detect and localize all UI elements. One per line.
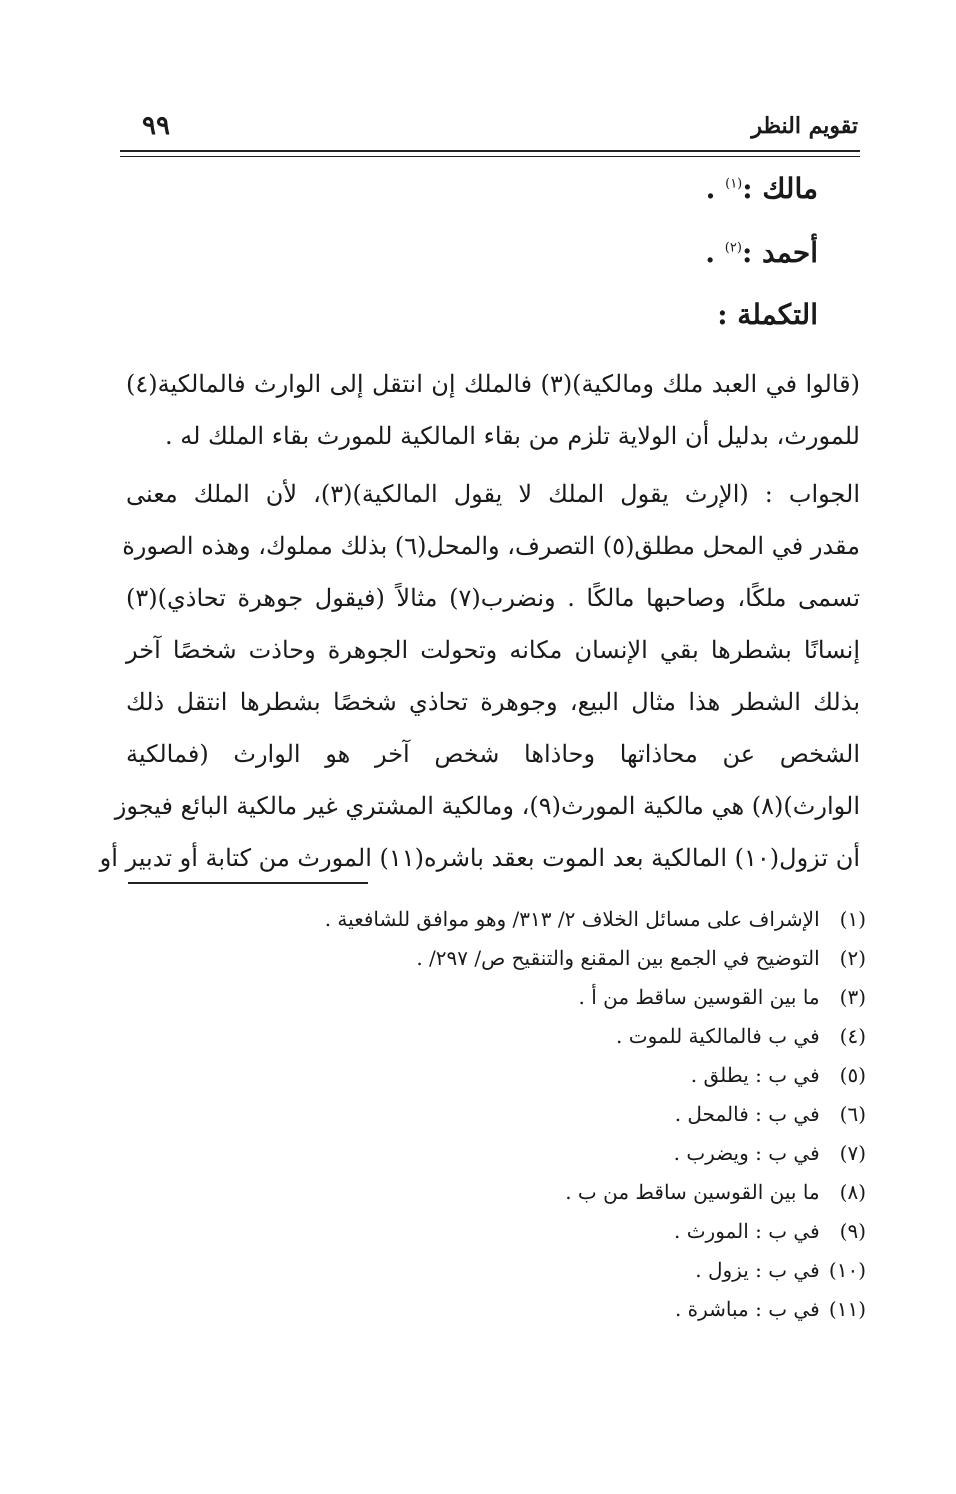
text-line: بذلك الشطر هذا مثال البيع، وجوهرة تحاذي شخصًا بشطرها انتقل ذلك [126, 688, 860, 716]
footnote-number: (٧) [839, 1141, 866, 1165]
footnote-item [166, 1056, 866, 1095]
footnote-number: (٣) [839, 985, 866, 1009]
text-line: الوارث)(٨) هي مالكية المورث(٩)، ومالكية المشتري غير مالكية البائع فيجوز [114, 792, 860, 820]
footnote-item [166, 1134, 866, 1173]
footnote-number: (٨) [839, 1180, 866, 1204]
footnote-item [166, 939, 866, 978]
paragraph-answer [99, 468, 861, 884]
header-rule-thin [120, 156, 860, 157]
text-line: تسمى ملكًا، وصاحبها مالكًا . ونضرب(٧) مثالاً (فيقول جوهرة تحاذي)(٣) [126, 584, 860, 612]
text-line: (قالوا في العبد ملك ومالكية)(٣) فالملك إن انتقل إلى الوارث فالمالكية(٤) [126, 370, 860, 398]
footnote-number: (٩) [839, 1219, 866, 1243]
running-title: تقويم النظر [751, 113, 858, 139]
footnote-number: (١١) [828, 1297, 866, 1321]
footnote-text: في ب : يطلق . [690, 1063, 820, 1087]
footnote-text: في ب : ويضرب . [673, 1141, 820, 1165]
footnotes-list [166, 900, 866, 1329]
footnote-text: التوضيح في الجمع بين المقنع والتنقيح ص/ ٢٩٧/ . [416, 946, 820, 970]
heading-label: أحمد : [741, 236, 818, 269]
heading-end: . [705, 172, 726, 205]
footnote-number: (٤) [839, 1024, 866, 1048]
text-line: مقدر في المحل مطلق(٥) التصرف، والمحل(٦) بذلك مملوك، وهذه الصورة [122, 532, 860, 560]
footnote-text: في ب فالمالكية للموت . [616, 1024, 820, 1048]
text-line: للمورث، بدليل أن الولاية تلزم من بقاء المالكية للمورث بقاء الملك له . [164, 422, 860, 450]
footnote-text: ما بين القوسين ساقط من ب . [565, 1180, 820, 1204]
footnote-item [166, 1251, 866, 1290]
footnote-ref: (١) [725, 176, 743, 192]
text-line: إنسانًا بشطرها بقي الإنسان مكانه وتحولت الجوهرة وحاذت شخصًا آخر [126, 636, 860, 664]
heading-takmila [717, 298, 818, 331]
text-line: أن تزول(١٠) المالكية بعد الموت بعقد باشره(١١) المورث من كتابة أو تدبير أو [99, 844, 860, 872]
footnote-item [166, 978, 866, 1017]
footnote-number: (١٠) [828, 1258, 866, 1282]
footnote-text: في ب : المورث . [674, 1219, 820, 1243]
footnote-item [166, 900, 866, 939]
footnote-text: في ب : يزول . [695, 1258, 820, 1282]
heading-label: مالك : [742, 172, 818, 205]
footnote-item [166, 1212, 866, 1251]
footnote-text: الإشراف على مسائل الخلاف ٢/ ٣١٣/ وهو موافق للشافعية . [324, 907, 820, 931]
footnote-item [166, 1290, 866, 1329]
text-line: الشخص عن محاذاتها وحاذاها شخص آخر هو الوارث (فمالكية [126, 740, 860, 768]
heading-ahmad [705, 236, 818, 269]
footnote-number: (٦) [839, 1102, 866, 1126]
header-rule [120, 150, 860, 152]
footnote-text: ما بين القوسين ساقط من أ . [578, 985, 820, 1009]
text-line: الجواب : (الإرث يقول الملك لا يقول المالكية)(٣)، لأن الملك معنى [126, 480, 861, 508]
page-number: ٩٩ [142, 111, 170, 141]
footnote-separator [128, 882, 368, 884]
footnote-item [166, 1173, 866, 1212]
footnote-text: في ب : مباشرة . [674, 1297, 820, 1321]
heading-end: . [705, 236, 725, 269]
footnote-item [166, 1095, 866, 1134]
footnote-item [166, 1017, 866, 1056]
footnote-number: (٥) [839, 1063, 866, 1087]
footnote-ref: (٢) [724, 240, 742, 256]
footnote-number: (٢) [839, 946, 866, 970]
paragraph-claim [126, 358, 860, 462]
footnote-text: في ب : فالمحل . [674, 1102, 820, 1126]
heading-malik [706, 172, 818, 205]
footnote-number: (١) [839, 907, 866, 931]
heading-label: التكملة : [717, 298, 818, 331]
